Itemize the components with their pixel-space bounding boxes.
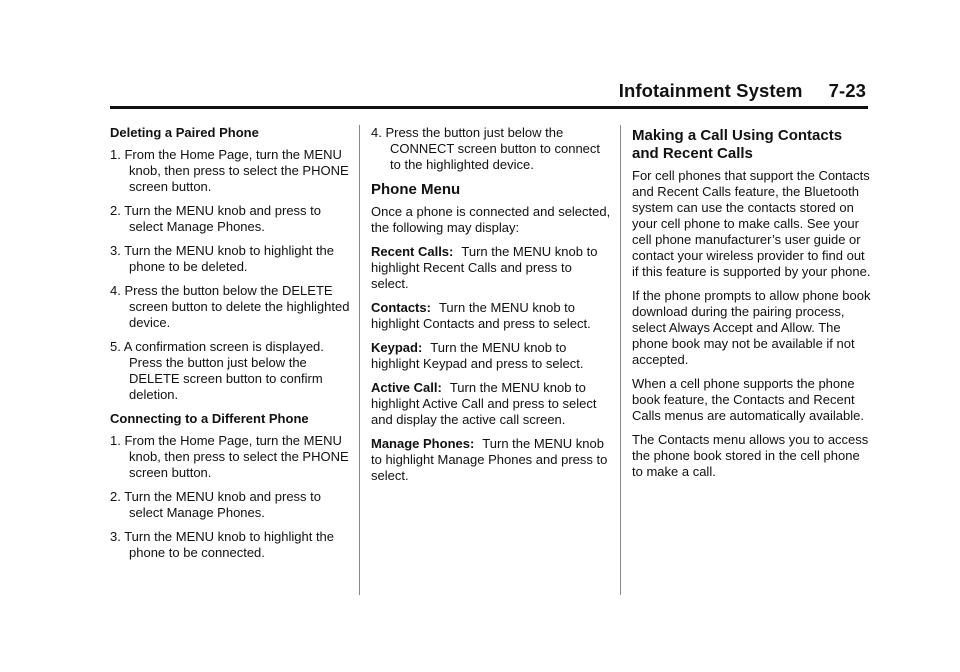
paragraph-2: If the phone prompts to allow phone book download during the pairing process, select Always Accept and Allow. The phone book may not be available if not accepted. <box>632 288 871 367</box>
subheading-deleting-paired-phone: Deleting a Paired Phone <box>110 125 259 140</box>
menu-item-text: Turn the MENU knob to highlight Manage Phones and press to select. <box>371 436 608 483</box>
header-text <box>619 80 866 102</box>
delete-step-1: 1. From the Home Page, turn the MENU knob, then press to select the PHONE screen button. <box>110 147 349 194</box>
menu-item-term: Recent Calls: <box>371 244 454 259</box>
menu-item-term: Manage Phones: <box>371 436 475 451</box>
paragraph-4: The Contacts menu allows you to access the phone book stored in the cell phone to make a call. <box>632 432 869 479</box>
column-divider-2 <box>620 125 621 595</box>
page-number: 7-23 <box>828 80 866 101</box>
menu-item-manage-phones <box>371 436 611 484</box>
subheading-connecting-different-phone: Connecting to a Different Phone <box>110 411 309 426</box>
delete-step-3: 3. Turn the MENU knob to highlight the phone to be deleted. <box>110 243 335 274</box>
menu-item-text: Turn the MENU knob to highlight Recent Calls and press to select. <box>371 244 598 291</box>
connect-step-3: 3. Turn the MENU knob to highlight the phone to be connected. <box>110 529 335 560</box>
delete-step-5: 5. A confirmation screen is displayed. Press the button just below the DELETE screen button to confirm deletion. <box>110 339 324 402</box>
menu-item-text: Turn the MENU knob to highlight Active Call and press to select and display the active call screen. <box>371 380 597 427</box>
menu-item-term: Contacts: <box>371 300 431 315</box>
connect-step-4: 4. Press the button just below the CONNECT screen button to connect to the highlighted device. <box>371 125 601 172</box>
menu-item-active-call <box>371 380 611 428</box>
menu-item-term: Keypad: <box>371 340 423 355</box>
connect-step-2: 2. Turn the MENU knob and press to select Manage Phones. <box>110 489 321 520</box>
column-2 <box>371 125 611 492</box>
paragraph-3: When a cell phone supports the phone book feature, the Contacts and Recent Calls menus are automatically available. <box>632 376 864 423</box>
menu-item-term: Active Call: <box>371 380 442 395</box>
heading-making-a-call: Making a Call Using Contacts and Recent Calls <box>632 127 843 162</box>
menu-item-keypad <box>371 340 611 372</box>
section-title: Infotainment System <box>618 80 803 101</box>
heading-phone-menu: Phone Menu <box>371 181 461 198</box>
menu-item-text: Turn the MENU knob to highlight Keypad and press to select. <box>371 340 584 371</box>
column-divider-1 <box>359 125 360 595</box>
paragraph-1: For cell phones that support the Contacts and Recent Calls feature, the Bluetooth system can use the contacts stored on your cell phone to make calls. See your cell phone manufacturer’s user guide or contact your wireless provider to find out if this feature is supported by your phone. <box>632 168 871 279</box>
column-1 <box>110 125 350 569</box>
delete-step-4: 4. Press the button below the DELETE screen button to delete the highlighted device. <box>110 283 350 330</box>
menu-item-text: Turn the MENU knob to highlight Contacts and press to select. <box>371 300 591 331</box>
connect-step-1: 1. From the Home Page, turn the MENU knob, then press to select the PHONE screen button. <box>110 433 349 480</box>
delete-step-2: 2. Turn the MENU knob and press to select Manage Phones. <box>110 203 321 234</box>
menu-item-contacts <box>371 300 611 332</box>
page-header <box>110 78 868 109</box>
column-3 <box>632 125 872 488</box>
phone-menu-intro: Once a phone is connected and selected, the following may display: <box>371 204 611 235</box>
menu-item-recent-calls <box>371 244 611 292</box>
